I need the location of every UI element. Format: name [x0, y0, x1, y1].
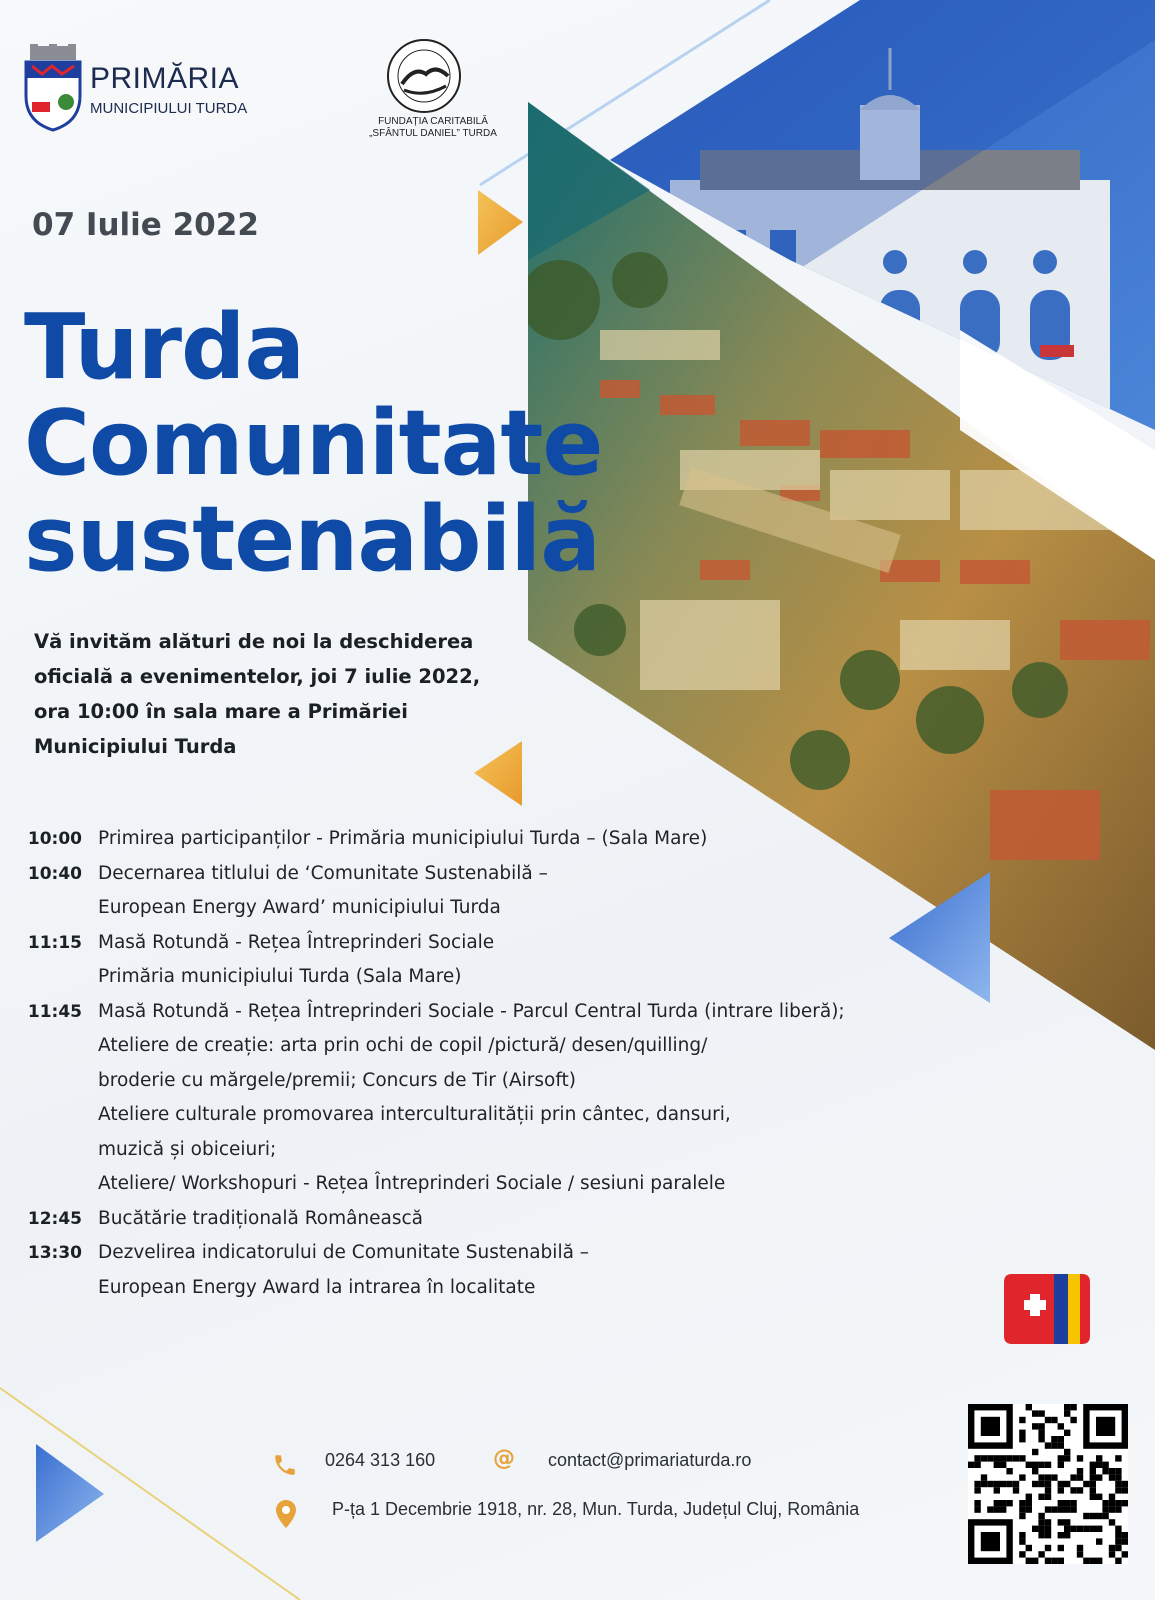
schedule-line: Ateliere/ Workshopuri - Rețea Întreprinderi Sociale / sesiuni paralele — [98, 1173, 726, 1194]
fundatia-line-1: FUNDAȚIA CARITABILĂ — [378, 116, 488, 127]
schedule-line: muzică și obiceiuri; — [98, 1138, 277, 1160]
schedule-line: Primirea participanților - Primăria municipiului Turda – (Sala Mare) — [98, 828, 708, 849]
schedule-item — [22, 1236, 1012, 1305]
primaria-logo — [22, 44, 262, 134]
schedule-time: 10:40 — [27, 863, 82, 884]
schedule-item — [22, 822, 1012, 857]
fundatia-logo — [358, 36, 508, 146]
schedule-line: broderie cu mărgele/premii; Concurs de Tir (Airsoft) — [98, 1069, 577, 1091]
schedule-line: Primăria municipiului Turda (Sala Mare) — [98, 966, 462, 987]
title-line-2: Comunitate — [24, 391, 603, 496]
schedule-time: 13:30 — [27, 1243, 82, 1263]
poster-title — [24, 295, 603, 592]
primaria-title: PRIMĂRIA — [90, 62, 240, 95]
phone-icon — [272, 1452, 298, 1478]
schedule-line: Bucătărie tradițională Românească — [98, 1207, 424, 1229]
schedule-line: Ateliere de creație: arta prin ochi de copil /pictură/ desen/quilling/ — [98, 1035, 708, 1056]
schedule — [22, 822, 1012, 1305]
contact-address: P-ța 1 Decembrie 1918, nr. 28, Mun. Turda, Județul Cluj, România — [332, 1499, 860, 1519]
european-energy-award-logo — [998, 1268, 1094, 1350]
invitation-line: oficială a evenimentelor, joi 7 iulie 2022, — [34, 665, 481, 688]
schedule-line: Masă Rotundă - Rețea Întreprinderi Sociale — [98, 931, 495, 953]
schedule-time: 11:15 — [27, 932, 82, 953]
schedule-time: 11:45 — [27, 1001, 82, 1022]
schedule-line: Decernarea titlului de ‘Comunitate Sustenabilă – — [98, 862, 548, 884]
schedule-line: Ateliere culturale promovarea interculturalității prin cântec, dansuri, — [98, 1104, 731, 1125]
schedule-item — [22, 926, 1012, 995]
schedule-item — [22, 857, 1012, 926]
invitation-line: ora 10:00 în sala mare a Primăriei — [34, 700, 408, 723]
contact-email[interactable]: contact@primariaturda.ro — [548, 1450, 752, 1470]
schedule-line: Dezvelirea indicatorului de Comunitate Sustenabilă – — [98, 1242, 590, 1263]
invitation-text — [34, 624, 524, 764]
schedule-item — [22, 995, 1012, 1202]
schedule-time: 10:00 — [27, 829, 82, 849]
at-icon: @ — [493, 1446, 515, 1471]
fundatia-line-2: „SFÂNTUL DANIEL” TURDA — [369, 128, 497, 139]
schedule-time: 12:45 — [27, 1208, 82, 1229]
qr-code[interactable] — [968, 1404, 1128, 1564]
schedule-item — [22, 1202, 1012, 1237]
hands-emblem-icon — [378, 36, 470, 116]
invitation-line: Municipiului Turda — [34, 735, 237, 758]
schedule-line: European Energy Award la intrarea în localitate — [98, 1276, 536, 1298]
coat-of-arms-icon — [22, 44, 84, 132]
location-pin-icon — [276, 1500, 296, 1528]
contact-phone[interactable]: 0264 313 160 — [325, 1450, 436, 1470]
invitation-line: Vă invităm alături de noi la deschiderea — [34, 630, 474, 653]
title-line-1: Turda — [24, 295, 305, 400]
schedule-line: European Energy Award’ municipiului Turda — [98, 897, 501, 918]
event-date: 07 Iulie 2022 — [32, 207, 259, 243]
schedule-line: Masă Rotundă - Rețea Întreprinderi Sociale - Parcul Central Turda (intrare liberă); — [98, 1000, 845, 1022]
primaria-subtitle: MUNICIPIULUI TURDA — [90, 100, 248, 117]
title-line-3: sustenabilă — [24, 487, 600, 592]
